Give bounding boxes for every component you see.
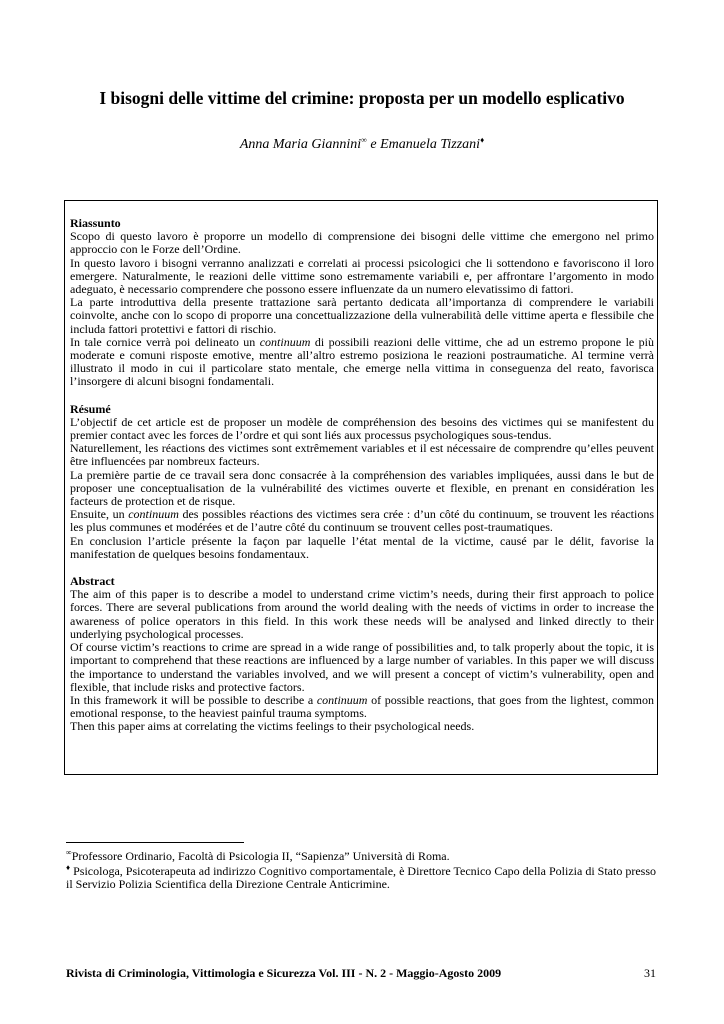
footnote bbox=[66, 850, 656, 863]
footnote-text: Psicologa, Psicoterapeuta ad indirizzo Cognitivo comportamentale, è Direttore Tecnico Capo della Polizia di Stato presso il Servizio Polizia Scientifica della Direzione Centrale Anticrimine. bbox=[66, 864, 656, 892]
paper-title: I bisogni delle vittime del crimine: proposta per un modello esplicativo bbox=[99, 88, 625, 108]
paragraph: L’objectif de cet article est de proposer un modèle de compréhension des besoins des victimes qui se manifestent du premier contact avec les forces de l’ordre et qui sont liés aux processus psychologiques sous-tendus. bbox=[70, 414, 654, 443]
italic-term: continuum bbox=[316, 692, 368, 707]
abstract-section bbox=[70, 575, 654, 733]
footnote-marker: ♦ bbox=[66, 863, 71, 873]
paragraph: La première partie de ce travail sera donc consacrée à la compréhension des variables impliquées, aussi dans le but de proposer une conceptualisation de la vulnérabilité des victimes ouverte et flexible, en prenant en considération les facteurs de protection et de risque. bbox=[70, 467, 654, 509]
text-run: In this framework it will be possible to describe a bbox=[70, 692, 314, 707]
footnote-marker: ∞ bbox=[361, 135, 367, 145]
author-line bbox=[40, 137, 684, 153]
resume-section bbox=[70, 403, 654, 561]
journal-footer: Rivista di Criminologia, Vittimologia e Sicurezza Vol. III - N. 2 - Maggio-Agosto 2009 bbox=[66, 966, 502, 980]
riassunto-section bbox=[70, 217, 654, 389]
text-run: of possible reactions, that goes from the lightest, common emotional response, to the heaviest painful trauma symptoms. bbox=[70, 692, 655, 721]
paragraph: Of course victim’s reactions to crime are spread in a wide range of possibilities and, to talk properly about the topic, it is important to comprehend that these reactions are influenced by a large number of variables. In this paper we will discuss the importance to understand the variables involved, and we will present a concept of victim’s vulnerability, open and flexible, that include risks and protective factors. bbox=[70, 640, 654, 694]
footnotes bbox=[66, 850, 656, 894]
footnote-divider bbox=[66, 842, 244, 843]
abstract-box bbox=[64, 200, 658, 775]
footnote bbox=[66, 865, 656, 891]
italic-term: continuum bbox=[259, 334, 311, 349]
paragraph: Scopo di questo lavoro è proporre un modello di comprensione dei bisogni delle vittime che emergono nel primo approccio con le Forze dell’Ordine. bbox=[70, 229, 654, 257]
page-number: 31 bbox=[644, 966, 656, 980]
paragraph: The aim of this paper is to describe a model to understand crime victim’s needs, during their first approach to police forces. There are several publications from around the world dealing with the needs of victims in order to increase the awareness of police operators in this field. In this work these needs will be analysed and linked directly to their underlying psychological processes. bbox=[70, 587, 654, 641]
author-conjunction: e bbox=[370, 137, 377, 152]
footnote-marker: ♦ bbox=[480, 135, 485, 145]
text-run: di possibili reazioni delle vittime, che ad un estremo propone le più moderate e comuni risposte emotive, mentre all’altro estremo posiziona le reazioni postraumatiche. Al termine verrà illustrato il modo in cui il particolare stato mentale, che emerge nella vittima in conseguenza del reato, favorisca l’insorgere di alcuni bisogni fondamentali. bbox=[70, 334, 655, 389]
footnote-marker: ∞ bbox=[66, 848, 72, 857]
paragraph: Naturellement, les réactions des victimes sont extrêmement variables et il est nécessaire de comprendre qu’elles peuvent être influencées par nombreux facteurs. bbox=[70, 441, 654, 469]
footnote-text: Professore Ordinario, Facoltà di Psicologia II, “Sapienza” Università di Roma. bbox=[71, 849, 450, 863]
paragraph bbox=[70, 336, 654, 389]
paragraph bbox=[70, 508, 654, 534]
text-run: des possibles réactions des victimes sera crée : d’un côté du continuum, se trouvent les réactions les plus communes et modérées et de l’autre côté du continuum se trouvent celles post-traumatiques. bbox=[70, 507, 655, 535]
paragraph bbox=[70, 694, 654, 720]
text-run: In tale cornice verrà poi delineato un bbox=[70, 334, 256, 349]
italic-term: continuum bbox=[128, 507, 179, 522]
paragraph: In questo lavoro i bisogni verranno analizzati e correlati ai processi psicologici che li sottendono e favoriscono il loro emergere. Naturalmente, le reazioni delle vittime sono estremamente variabili e, per affrontare l’argomento in modo adeguato, è necessario comprendere che possono essere influenzate da un numero elevatissimo di fattori. bbox=[70, 255, 654, 297]
section-heading: Abstract bbox=[70, 574, 115, 589]
paragraph: La parte introduttiva della presente trattazione sarà pertanto dedicata all’importanza di comprendere le variabili coinvolte, anche con lo scopo di proporre una concettualizzazione della vulnerabilità delle vittime aperta e flessibile che includa fattori protettivi e fattori di rischio. bbox=[70, 295, 654, 336]
text-run: Ensuite, un bbox=[70, 507, 125, 522]
author-name: Anna Maria Giannini bbox=[239, 137, 362, 152]
paragraph: Then this paper aims at correlating the victims feelings to their psychological needs. bbox=[70, 719, 475, 734]
section-heading: Riassunto bbox=[70, 216, 121, 230]
paragraph: En conclusion l’article présente la façon par laquelle l’état mental de la victime, causé par le délit, favorise la manifestation de quelques besoins fondamentaux. bbox=[70, 533, 654, 561]
author-name: Emanuela Tizzani bbox=[380, 137, 481, 152]
section-heading: Résumé bbox=[70, 401, 111, 416]
